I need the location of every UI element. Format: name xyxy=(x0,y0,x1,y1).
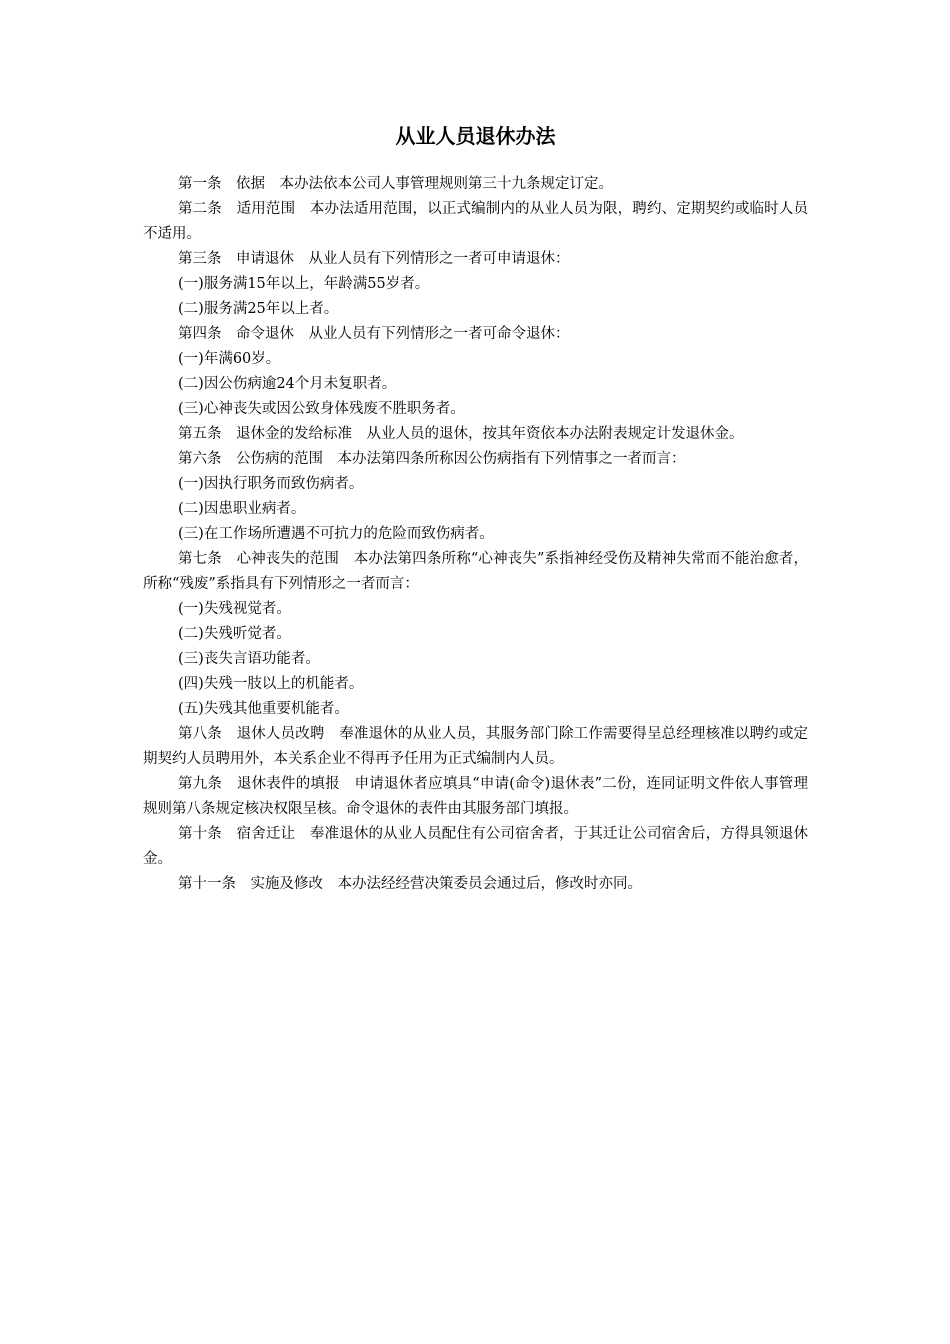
paragraph-article: 第五条 退休金的发给标准 从业人员的退休，按其年资依本办法附表规定计发退休金。 xyxy=(178,426,744,442)
paragraph-list-item: (一)失残视觉者。 xyxy=(178,601,291,617)
paragraph-article: 第四条 命令退休 从业人员有下列情形之一者可命令退休： xyxy=(178,326,570,342)
paragraph-article: 第十条 宿舍迁让 奉准退休的从业人员配住有公司宿舍者，于其迁让公司宿舍后，方得具领退休金。 xyxy=(143,826,808,867)
paragraph-article: 第六条 公伤病的范围 本办法第四条所称因公伤病指有下列情事之一者而言： xyxy=(178,451,686,467)
paragraph-list-item: (三)在工作场所遭遇不可抗力的危险而致伤病者。 xyxy=(178,526,494,542)
paragraph-article: 第七条 心神丧失的范围 本办法第四条所称“心神丧失”系指神经受伤及精神失常而不能治愈者，所称“残废”系指具有下列情形之一者而言： xyxy=(143,551,808,592)
paragraph-list-item: (二)因公伤病逾24个月未复职者。 xyxy=(178,376,397,392)
paragraph-list-item: (一)因执行职务而致伤病者。 xyxy=(178,476,364,492)
paragraph-list-item: (三)丧失言语功能者。 xyxy=(178,651,320,667)
paragraph-list-item: (五)失残其他重要机能者。 xyxy=(178,701,349,717)
paragraph-article: 第八条 退休人员改聘 奉准退休的从业人员，其服务部门除工作需要得呈总经理核准以聘约或定期契约人员聘用外，本关系企业不得再予任用为正式编制内人员。 xyxy=(143,726,808,767)
paragraph-list-item: (二)服务满25年以上者。 xyxy=(178,301,339,317)
paragraph-article: 第九条 退休表件的填报 申请退休者应填具“申请(命令)退休表”二份，连同证明文件依人事管理规则第八条规定核决权限呈核。命令退休的表件由其服务部门填报。 xyxy=(143,776,808,817)
document-title: 从业人员退休办法 xyxy=(395,124,556,148)
paragraph-list-item: (一)服务满15年以上，年龄满55岁者。 xyxy=(178,276,430,292)
paragraph-article: 第三条 申请退休 从业人员有下列情形之一者可申请退休： xyxy=(178,251,570,267)
document-page xyxy=(143,118,808,897)
paragraph-article: 第十一条 实施及修改 本办法经经营决策委员会通过后，修改时亦同。 xyxy=(178,876,642,892)
paragraph-list-item: (一)年满60岁。 xyxy=(178,351,281,367)
paragraph-list-item: (二)因患职业病者。 xyxy=(178,501,306,517)
paragraph-list-item: (二)失残听觉者。 xyxy=(178,626,291,642)
paragraph-article: 第一条 依据 本办法依本公司人事管理规则第三十九条规定订定。 xyxy=(178,176,613,192)
paragraph-list-item: (三)心神丧失或因公致身体残废不胜职务者。 xyxy=(178,401,465,417)
document-body xyxy=(143,172,808,897)
paragraph-list-item: (四)失残一肢以上的机能者。 xyxy=(178,676,364,692)
paragraph-article: 第二条 适用范围 本办法适用范围，以正式编制内的从业人员为限，聘约、定期契约或临时人员不适用。 xyxy=(143,201,808,242)
